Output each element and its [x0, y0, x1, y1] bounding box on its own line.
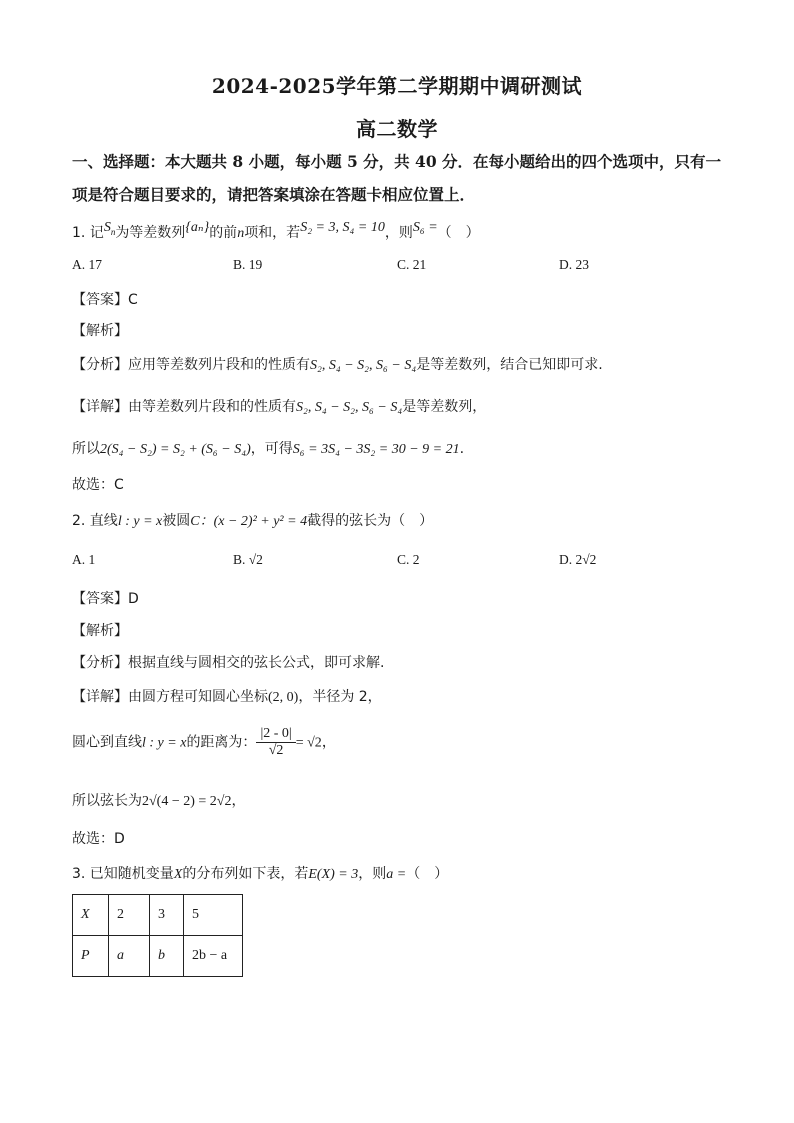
question-2-stem: 2. 直线l : y = x被圆C：(x − 2)² + y² = 4截得的弦长为（ ）	[72, 513, 434, 529]
q2-option-d: D. 2√2	[559, 552, 597, 567]
q2-fenxi: 【分析】根据直线与圆相交的弦长公式，即可求解.	[72, 655, 385, 671]
table-cell: X	[73, 895, 109, 936]
q2-detail: 【详解】由圆方程可知圆心坐标(2, 0)，半径为 2，	[72, 689, 382, 705]
q1-option-a: A. 17	[72, 257, 102, 272]
q1-answer: 【答案】C	[72, 292, 138, 308]
sum-symbol: $S_n$	[103, 220, 116, 237]
table-cell: b	[150, 936, 184, 977]
q1-option-c: C. 21	[397, 257, 427, 272]
q1-option-d: D. 23	[559, 257, 589, 272]
q1-derivation: 所以2(S₄ − S₂) = S₂ + (S₆ − S₄)，可得S₆ = 3S₄ − 3S₂ = 30 − 9 = 21.	[72, 441, 465, 457]
distance-fraction: $\frac{|2 - 0|}{√2}$	[256, 726, 295, 759]
table-cell: a	[109, 936, 150, 977]
table-row	[73, 936, 243, 977]
q2-option-a: A. 1	[72, 552, 96, 567]
distribution-table	[72, 894, 243, 977]
q1-analysis-label: 【解析】	[72, 323, 128, 339]
question-3-stem: 3. 已知随机变量X的分布列如下表，若E(X) = 3，则a =（ ）	[72, 866, 449, 882]
exam-subject: 高二数学	[356, 117, 438, 141]
table-cell: 2b − a	[184, 936, 243, 977]
table-cell: P	[73, 936, 109, 977]
q2-option-b: B. √2	[233, 552, 263, 567]
table-cell: 5	[184, 895, 243, 936]
exam-title: 2024-2025学年第二学期期中调研测试	[211, 74, 583, 98]
section-heading-line2: 项是符合题目要求的，请把答案填涂在答题卡相应位置上．	[72, 185, 476, 204]
q1-option-b: B. 19	[233, 257, 263, 272]
table-cell: 2	[109, 895, 150, 936]
q2-choose: 故选：D	[72, 831, 125, 847]
q2-option-c: C. 2	[397, 552, 420, 567]
table-row	[73, 895, 243, 936]
section-heading-line1: 一、选择题：本大题共 8 小题，每小题 5 分，共 40 分．在每小题给出的四个选项中，只有一	[72, 152, 722, 171]
question-1-stem: 1. 记$S_n$为等差数列{aₙ}的前n项和，若S₂ = 3, S₄ = 10，则S₆ =（ ）	[72, 220, 480, 241]
q2-answer: 【答案】D	[72, 591, 139, 607]
q1-detail: 【详解】由等差数列片段和的性质有S₂, S₄ − S₂, S₆ − S₄是等差数列，	[72, 399, 487, 415]
q2-analysis-label: 【解析】	[72, 623, 128, 639]
q2-chord: 所以弦长为2√(4 − 2) = 2√2，	[72, 793, 246, 809]
table-cell: 3	[150, 895, 184, 936]
q1-fenxi: 【分析】应用等差数列片段和的性质有S₂, S₄ − S₂, S₆ − S₄是等差数列，结合已知即可求.	[72, 357, 603, 373]
q1-choose: 故选：C	[72, 477, 124, 493]
q2-distance: 圆心到直线l : y = x的距离为： $\frac{|2 - 0|}{√2}$ = √2，	[72, 726, 336, 758]
